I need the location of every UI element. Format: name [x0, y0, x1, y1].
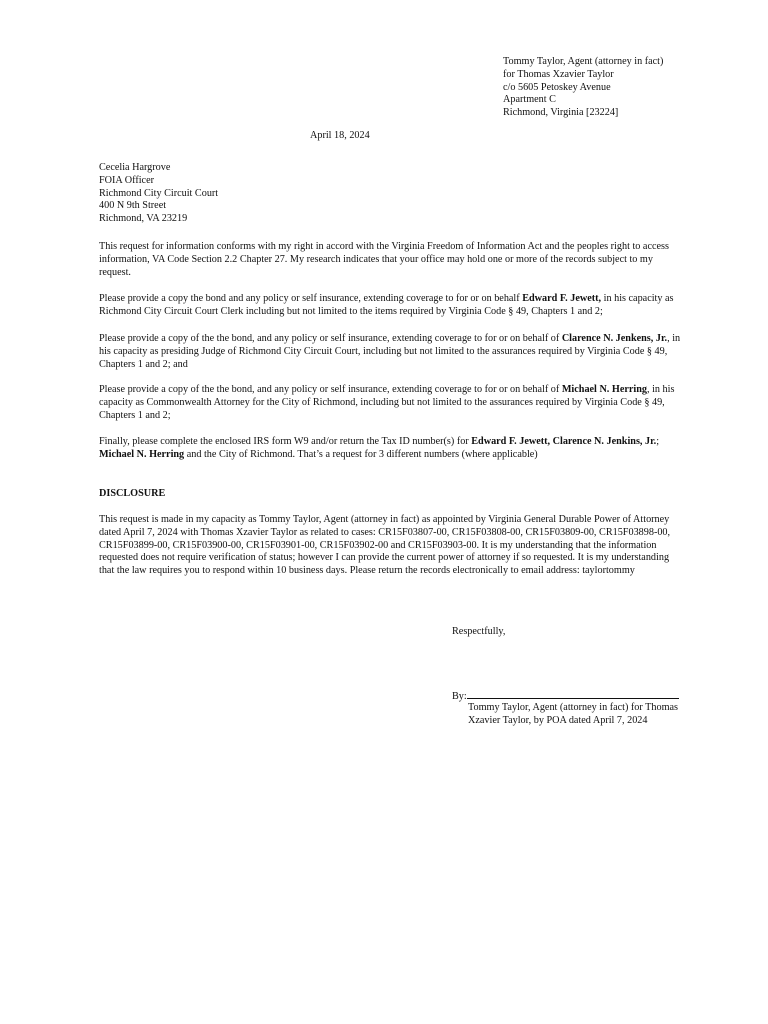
paragraph-text: , in his capacity as Commonwealth Attorney for the City of Richmond, including but not limited to the assurances required by Virginia Code § 49, Chapters 1 and 2; [99, 384, 675, 421]
bold-name: Michael N. Herring [99, 448, 185, 460]
recipient-line: Cecelia Hargrove [99, 162, 171, 173]
recipient-line: Richmond City Circuit Court [99, 187, 219, 199]
signatory-name: Tommy Taylor, Agent (attorney in fact) for Thomas Xzavier Taylor, by POA dated April 7, 2024 [468, 702, 678, 726]
sender-line: Tommy Taylor, Agent (attorney in fact) [503, 56, 664, 67]
sender-line: Richmond, Virginia [23224] [503, 107, 619, 119]
disclosure-heading: DISCLOSURE [99, 488, 166, 499]
paragraph-text: , in his capacity as presiding Judge of Richmond City Circuit Court, including but not limited to the assurances required by Virginia Code § 49, Chapters 1 and 2; and [99, 333, 681, 370]
letter-date: April 18, 2024 [310, 130, 370, 141]
intro-paragraph: This request for information conforms with my right in accord with the Virginia Freedom of Information Act and the peoples right to access information, VA Code Section 2.2 Chapter 27. My research indicates that your office may hold one or more of the records subject to my request. [99, 241, 669, 278]
paragraph-text: and the City of Richmond. That’s a request for 3 different numbers (where applicable) [184, 448, 538, 460]
paragraph-text: Please provide a copy of the the bond, and any policy or self insurance, extending coverage to for or on behalf of [99, 384, 562, 395]
recipient-line: FOIA Officer [99, 174, 154, 186]
recipient-line: 400 N 9th Street [99, 200, 167, 212]
sender-line: Apartment C [503, 94, 556, 106]
clerk-request-paragraph [99, 293, 686, 319]
bold-name: Edward F. Jewett, [522, 293, 602, 304]
disclosure-paragraph: This request is made in my capacity as Tommy Taylor, Agent (attorney in fact) as appointed by Virginia General Durable Power of Attorney dated April 7, 2024 with Thomas Xzavier Taylor as related to cases: CR15F03807-00, CR15F03808-00, CR15F03809-00, CR15F03898-00, CR15F03899-00, CR15F03900-00, CR15F03901-00, CR15F03902-00 and CR15F03903-00. It is my understanding that the information requested does not require verification of status; however I can provide the current power of attorney if so requested. It is my understanding that the law requires you to respond within 10 business days. Please return the records electronically to email address: taylortommy [99, 514, 671, 577]
tax-id-request-paragraph [99, 436, 686, 462]
bold-names: Edward F. Jewett, Clarence N. Jenkins, Jr. [471, 436, 657, 447]
sender-address [503, 56, 753, 120]
paragraph-text: Finally, please complete the enclosed IRS form W9 and/or return the Tax ID number(s) for [99, 436, 472, 447]
paragraph-text: in his capacity as Richmond City Circuit Court Clerk including but not limited to the items required by Virginia Code § 49, Chapters 1 and 2; [99, 293, 674, 317]
bold-name: Clarence N. Jenkens, Jr. [561, 333, 668, 344]
paragraph-text: Please provide a copy the bond and any policy or self insurance, extending coverage to for or on behalf [99, 293, 523, 304]
sender-line: c/o 5605 Petoskey Avenue [503, 81, 611, 93]
paragraph-text: ; [656, 436, 660, 447]
judge-request-paragraph [99, 333, 686, 371]
signature-prefix: By: [452, 691, 467, 702]
closing: Respectfully, [452, 626, 506, 637]
attorney-request-paragraph [99, 384, 686, 422]
sender-line: for Thomas Xzavier Taylor [503, 68, 614, 80]
recipient-line: Richmond, VA 23219 [99, 213, 188, 225]
signature-blank [467, 688, 679, 699]
recipient-address [99, 162, 399, 226]
bold-name: Michael N. Herring [561, 384, 647, 395]
paragraph-text: Please provide a copy of the the bond, and any policy or self insurance, extending coverage to for or on behalf of [99, 333, 562, 344]
